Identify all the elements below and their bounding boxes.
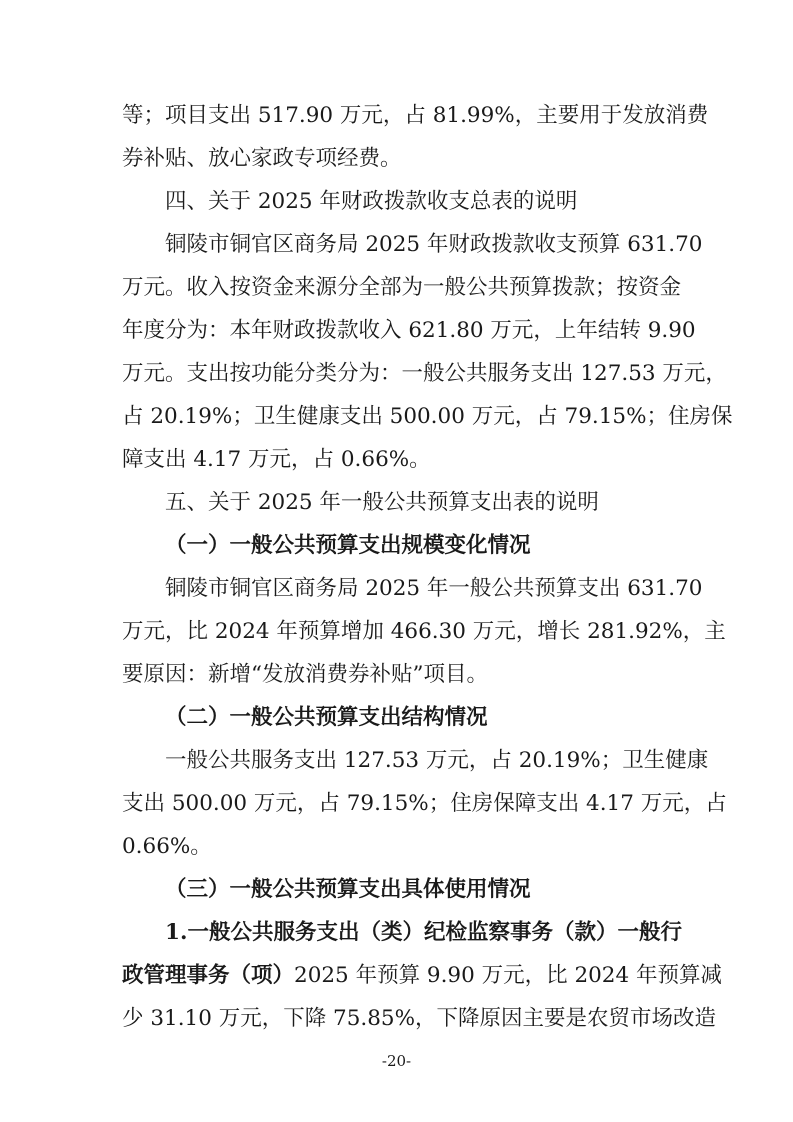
- page-number: -20-: [381, 1052, 412, 1070]
- paragraph-line-7: 万元。支出按功能分类分为：一般公共服务支出 127.53 万元，: [122, 361, 727, 386]
- paragraph-line-2: 券补贴、放心家政专项经费。: [122, 146, 402, 171]
- paragraph-line-1: 等；项目支出 517.90 万元，占 81.99%，主要用于发放消费: [122, 103, 709, 128]
- section-heading-4: 四、关于 2025 年财政拨款收支总表的说明: [165, 189, 578, 214]
- paragraph-line-5: 万元。收入按资金来源分全部为一般公共预算拨款；按资金: [122, 275, 682, 300]
- subheading-2: （二）一般公共预算支出结构情况: [165, 705, 488, 730]
- paragraph-line-16: 一般公共服务支出 127.53 万元，占 20.19%；卫生健康: [165, 748, 709, 773]
- subheading-3: （三）一般公共预算支出具体使用情况: [165, 877, 531, 902]
- paragraph-line-18: 0.66%。: [122, 834, 212, 859]
- paragraph-line-21-rest: 2025 年预算 9.90 万元，比 2024 年预算减: [294, 963, 722, 988]
- paragraph-line-8: 占 20.19%；卫生健康支出 500.00 万元，占 79.15%；住房保: [122, 404, 733, 429]
- paragraph-line-13: 万元，比 2024 年预算增加 466.30 万元，增长 281.92%，主: [122, 619, 726, 644]
- section-heading-5: 五、关于 2025 年一般公共预算支出表的说明: [165, 490, 599, 515]
- paragraph-line-21: [122, 956, 722, 996]
- paragraph-line-4: 铜陵市铜官区商务局 2025 年财政拨款收支预算 631.70: [165, 232, 703, 257]
- item-heading-1: 1.一般公共服务支出（类）纪检监察事务（款）一般行: [165, 920, 682, 945]
- paragraph-line-14: 要原因：新增“发放消费券补贴”项目。: [122, 662, 488, 687]
- bold-item-title: 政管理事务（项）: [122, 963, 295, 988]
- paragraph-line-22: 少 31.10 万元，下降 75.85%，下降原因主要是农贸市场改造: [122, 1006, 717, 1031]
- subheading-1: （一）一般公共预算支出规模变化情况: [165, 533, 531, 558]
- paragraph-line-6: 年度分为：本年财政拨款收入 621.80 万元，上年结转 9.90: [122, 318, 696, 343]
- paragraph-line-12: 铜陵市铜官区商务局 2025 年一般公共预算支出 631.70: [165, 576, 703, 601]
- paragraph-line-9: 障支出 4.17 万元，占 0.66%。: [122, 447, 431, 472]
- paragraph-line-17: 支出 500.00 万元，占 79.15%；住房保障支出 4.17 万元，占: [122, 791, 727, 816]
